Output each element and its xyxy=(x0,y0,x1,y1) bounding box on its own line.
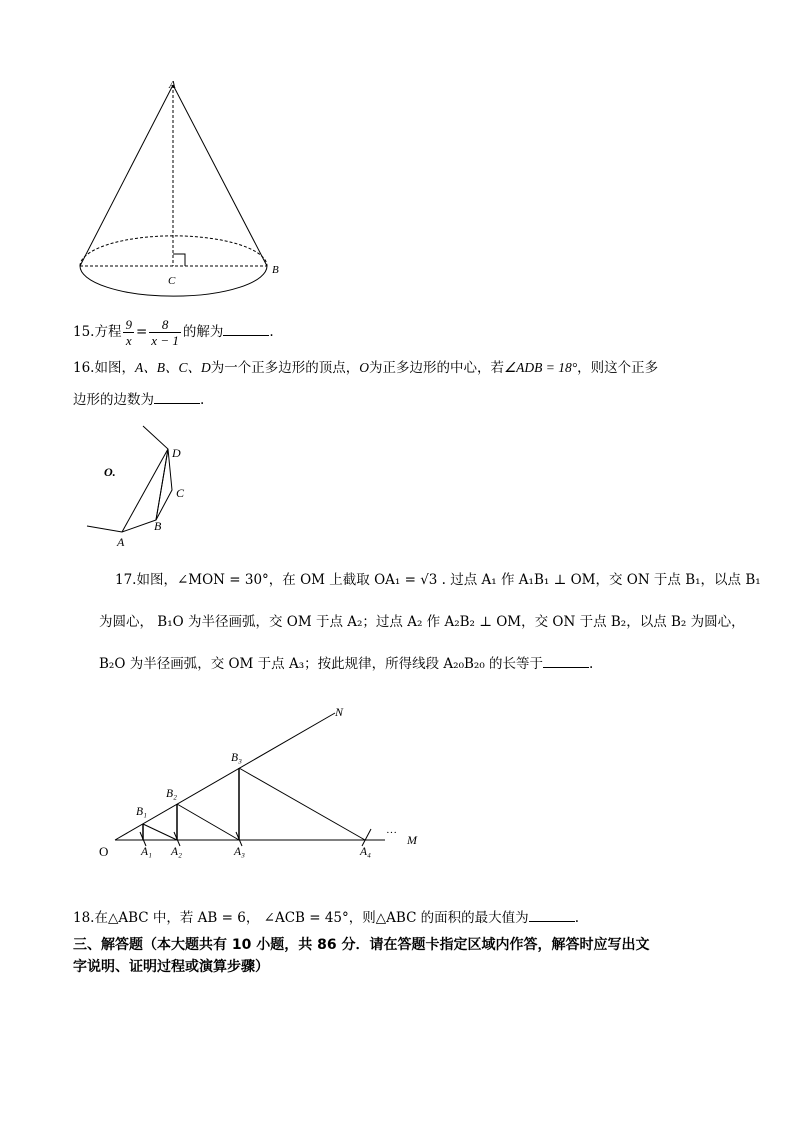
question-16-line1 xyxy=(73,358,658,378)
q16-line1-a: 16.如图， xyxy=(73,360,135,376)
q15-num1: 9 xyxy=(125,317,132,332)
polygon-label-b: B xyxy=(154,519,162,533)
q16-line1-d: ，则这个正多 xyxy=(577,360,659,376)
ray-label-m: M xyxy=(407,833,417,847)
ray-label-b2: B₂ xyxy=(166,788,178,800)
ray-label-o: O xyxy=(99,844,109,859)
q16-angle: ∠ADB = 18° xyxy=(503,360,578,375)
question-17-line3 xyxy=(99,654,593,674)
q16-line1-b: 为一个正多边形的顶点， xyxy=(210,360,360,376)
cone-label-b: B xyxy=(272,264,279,276)
cone-label-c: C xyxy=(168,275,176,287)
ray-label-a2: A₂ xyxy=(171,846,183,858)
q15-prefix: 15.方程 xyxy=(73,324,122,340)
polygon-label-o: O. xyxy=(104,465,116,479)
q15-answer-blank xyxy=(223,323,269,336)
ray-ellipsis: ··· xyxy=(386,827,397,839)
question-15 xyxy=(73,312,274,352)
q15-fraction-1 xyxy=(123,317,134,348)
ray-figure xyxy=(95,698,435,863)
ray-label-n: N xyxy=(335,705,344,719)
q17-end: . xyxy=(589,656,594,672)
section-3-heading-line1: 三、解答题（本大题共有 10 小题，共 86 分．请在答题卡指定区域内作答，解答时应写出文 xyxy=(73,937,650,953)
q18-end: . xyxy=(574,910,579,926)
q16-end: . xyxy=(200,392,205,408)
cone-figure xyxy=(70,70,290,310)
q15-equals: = xyxy=(135,324,148,340)
q16-line1-c: 为正多边形的中心，若 xyxy=(368,360,504,376)
question-18 xyxy=(73,908,579,928)
ray-label-b3: B₃ xyxy=(231,752,243,764)
q18-answer-blank xyxy=(529,909,575,922)
q18-text: 18.在△ABC 中，若 AB = 6， ∠ACB = 45°，则△ABC 的面积的最大值为 xyxy=(73,910,529,926)
ray-label-a4: A₄ xyxy=(360,846,372,858)
polygon-label-c: C xyxy=(176,486,185,500)
q16-vars: A、B、C、D xyxy=(134,360,211,375)
ray-label-a3: A₃ xyxy=(234,846,246,858)
question-17-line2: 为圆心， B₁O 为半径画弧，交 OM 于点 A₂；过点 A₂ 作 A₂B₂ ⊥ OM，交 ON 于点 B₂，以点 B₂ 为圆心， xyxy=(99,614,745,630)
question-17-line1: 17.如图，∠MON = 30°，在 OM 上截取 OA₁ = √3 . 过点 A₁ 作 A₁B₁ ⊥ OM，交 ON 于点 B₁，以点 B₁ xyxy=(115,572,761,588)
q15-den2: x − 1 xyxy=(151,333,179,348)
polygon-label-a: A xyxy=(117,535,125,549)
q16-line2: 边形的边数为 xyxy=(73,392,154,408)
q15-fraction-2 xyxy=(149,317,181,348)
cone-label-a: A xyxy=(169,79,176,91)
ray-label-b1: B₁ xyxy=(136,806,148,818)
polygon-label-d: D xyxy=(172,446,181,460)
q15-suffix: 的解为 xyxy=(182,324,224,340)
q16-answer-blank xyxy=(154,391,200,404)
polygon-figure xyxy=(80,420,210,555)
q16-o: O xyxy=(359,360,369,375)
section-3-heading-line2: 字说明、证明过程或演算步骤） xyxy=(73,959,269,975)
ray-label-a1: A₁ xyxy=(141,846,153,858)
q17-line3: B₂O 为半径画弧，交 OM 于点 A₃；按此规律，所得线段 A₂₀B₂₀ 的长等于 xyxy=(99,656,544,672)
q17-answer-blank xyxy=(543,655,589,668)
q15-end: . xyxy=(269,324,274,340)
q15-num2: 8 xyxy=(149,317,181,333)
question-16-line2 xyxy=(73,390,204,410)
q15-den1: x xyxy=(125,333,132,348)
